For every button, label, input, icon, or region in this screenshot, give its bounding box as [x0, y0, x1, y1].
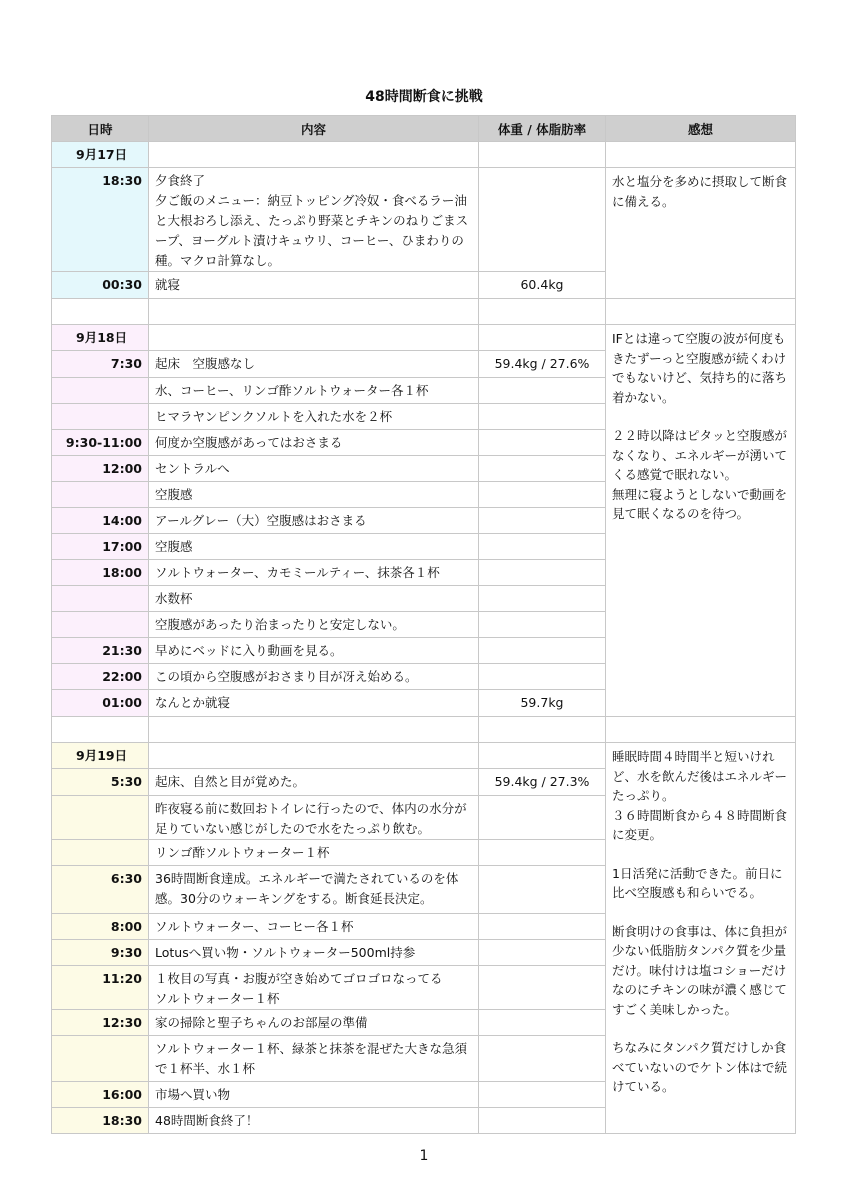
- time-cell: 8:00: [52, 914, 149, 940]
- weight-cell: [479, 142, 606, 168]
- time-cell: 16:00: [52, 1082, 149, 1108]
- weight-value: [479, 835, 605, 839]
- time-cell: [52, 404, 149, 430]
- time-cell: 18:30: [52, 168, 149, 272]
- content-cell: 市場へ買い物: [149, 1082, 479, 1108]
- empty-cell: [479, 717, 606, 743]
- time-cell: 7:30: [52, 351, 149, 378]
- content-cell: なんとか就寝: [149, 690, 479, 717]
- weight-cell: [479, 168, 606, 272]
- content-cell: この頃から空腹感がおさまり目が冴え始める。: [149, 664, 479, 690]
- time-cell: 6:30: [52, 866, 149, 914]
- weight-value: [479, 267, 605, 271]
- weight-value: [479, 1005, 605, 1009]
- content-cell: ソルトウォーター、コーヒー各１杯: [149, 914, 479, 940]
- time-cell: [52, 1036, 149, 1082]
- time-cell: 9:30: [52, 940, 149, 966]
- time-cell: 12:30: [52, 1010, 149, 1036]
- day-date: 9月17日: [52, 142, 149, 168]
- content-cell: 空腹感があったり治まったりと安定しない。: [149, 612, 479, 638]
- note-paragraph: 断食明けの食事は、体に負担が少ない低脂肪タンパク質を少量だけ。味付けは塩コショーだけなのにチキンの味が濃く感じてすごく美味しかった。: [612, 923, 788, 1017]
- weight-cell: [479, 351, 606, 378]
- note-paragraph: 水と塩分を多めに摂取して断食に備える。: [612, 174, 788, 209]
- weight-cell: [479, 796, 606, 840]
- weight-cell: [479, 586, 606, 612]
- weight-cell: [479, 690, 606, 717]
- content-cell: 家の掃除と聖子ちゃんのお部屋の準備: [149, 1010, 479, 1036]
- note-paragraph: 1日活発に活動できた。前日に比べ空腹感も和らいでる。: [612, 865, 783, 900]
- weight-value: [479, 909, 605, 913]
- time-cell: 5:30: [52, 769, 149, 796]
- weight-value: [479, 1077, 605, 1081]
- weight-cell: [479, 638, 606, 664]
- weight-cell: [479, 1108, 606, 1134]
- time-cell: 18:30: [52, 1108, 149, 1134]
- weight-value: [479, 477, 605, 481]
- weight-cell: [479, 840, 606, 866]
- weight-cell: [479, 1082, 606, 1108]
- content-cell: ソルトウォーター１杯、緑茶と抹茶を混ぜた大きな急須で１杯半、水１杯: [149, 1036, 479, 1082]
- weight-value: [479, 961, 605, 965]
- weight-value: [479, 529, 605, 533]
- weight-value: [479, 1031, 605, 1035]
- content-cell: 空腹感: [149, 482, 479, 508]
- content-cell: セントラルへ: [149, 456, 479, 482]
- note-paragraph: ２２時以降はピタッと空腹感がなくなり、エネルギーが湧いてくる感覚で眠れない。 無理に寝ようとしないで動画を見て眠くなるのを待つ。: [612, 428, 788, 521]
- weight-value: 59.4kg / 27.6%: [494, 356, 590, 371]
- weight-value: [479, 1129, 605, 1133]
- time-cell: 18:00: [52, 560, 149, 586]
- weight-cell: [479, 430, 606, 456]
- time-cell: 01:00: [52, 690, 149, 717]
- weight-value: [479, 581, 605, 585]
- weight-value: 60.4kg: [520, 277, 564, 292]
- weight-value: [479, 425, 605, 429]
- header-content: 内容: [149, 116, 479, 142]
- time-cell: 22:00: [52, 664, 149, 690]
- time-cell: [52, 482, 149, 508]
- time-cell: [52, 378, 149, 404]
- weight-cell: [479, 769, 606, 796]
- weight-cell: [479, 866, 606, 914]
- time-cell: [52, 612, 149, 638]
- notes-cell: [606, 325, 796, 717]
- content-cell: 空腹感: [149, 534, 479, 560]
- content-cell: Lotusへ買い物・ソルトウォーター500ml持参: [149, 940, 479, 966]
- content-cell: 昨夜寝る前に数回おトイレに行ったので、体内の水分が足りていない感じがしたので水をたっぷり飲む。: [149, 796, 479, 840]
- empty-cell: [149, 299, 479, 325]
- page-title: 48時間断食に挑戦: [365, 89, 483, 105]
- content-cell: [149, 142, 479, 168]
- notes-cell: [606, 168, 796, 299]
- weight-cell: [479, 664, 606, 690]
- time-cell: 21:30: [52, 638, 149, 664]
- weight-cell: [479, 482, 606, 508]
- time-cell: 14:00: [52, 508, 149, 534]
- header-time: 日時: [52, 116, 149, 142]
- time-cell: 00:30: [52, 272, 149, 299]
- content-cell: １枚目の写真・お腹が空き始めてゴロゴロなってる ソルトウォーター１杯: [149, 966, 479, 1010]
- content-cell: [149, 743, 479, 769]
- empty-cell: [52, 299, 149, 325]
- page-number: 1: [419, 1148, 429, 1164]
- content-cell: 夕食終了 夕ご飯のメニュー：納豆トッピング冷奴・食べるラー油と大根おろし添え、たっぷり野菜とチキンのねりごまスープ、ヨーグルト漬けキュウリ、コーヒー、ひまわりの種。マクロ計算なし。: [149, 168, 479, 272]
- empty-cell: [606, 717, 796, 743]
- empty-cell: [149, 717, 479, 743]
- weight-cell: [479, 914, 606, 940]
- note-paragraph: IFとは違って空腹の波が何度もきたずーっと空腹感が続くわけでもないけど、気持ち的に落ち着かない。: [612, 331, 788, 405]
- weight-cell: [479, 560, 606, 586]
- content-cell: 就寝: [149, 272, 479, 299]
- day-header-row: [52, 325, 796, 351]
- weight-value: [479, 659, 605, 663]
- weight-cell: [479, 534, 606, 560]
- time-cell: [52, 586, 149, 612]
- weight-value: [479, 935, 605, 939]
- fasting-log-table: [51, 115, 796, 1134]
- content-cell: 水数杯: [149, 586, 479, 612]
- weight-value: [479, 503, 605, 507]
- content-cell: 何度か空腹感があってはおさまる: [149, 430, 479, 456]
- header-weight: 体重 / 体脂肪率: [479, 116, 606, 142]
- content-cell: ヒマラヤンピンクソルトを入れた水を２杯: [149, 404, 479, 430]
- weight-value: 59.4kg / 27.3%: [494, 774, 590, 789]
- content-cell: ソルトウォーター、カモミールティー、抹茶各１杯: [149, 560, 479, 586]
- weight-value: [479, 685, 605, 689]
- spacer-row: [52, 299, 796, 325]
- table-row: [52, 168, 796, 272]
- empty-cell: [479, 299, 606, 325]
- time-cell: 17:00: [52, 534, 149, 560]
- spacer-row: [52, 717, 796, 743]
- weight-cell: [479, 404, 606, 430]
- notes-cell: [606, 743, 796, 1134]
- time-cell: [52, 840, 149, 866]
- content-cell: 起床、自然と目が覚めた。: [149, 769, 479, 796]
- note-paragraph: 睡眠時間４時間半と短いけれど、水を飲んだ後はエネルギーたっぷり。 ３６時間断食から４８時間断食に変更。: [612, 749, 788, 842]
- weight-value: [479, 399, 605, 403]
- content-cell: 起床 空腹感なし: [149, 351, 479, 378]
- time-cell: 12:00: [52, 456, 149, 482]
- time-cell: 11:20: [52, 966, 149, 1010]
- weight-cell: [479, 612, 606, 638]
- weight-value: [479, 451, 605, 455]
- content-cell: 36時間断食達成。エネルギーで満たされているのを体感。30分のウォーキングをする。断食延長決定。: [149, 866, 479, 914]
- weight-value: [479, 555, 605, 559]
- day-date: 9月18日: [52, 325, 149, 351]
- weight-cell: [479, 1036, 606, 1082]
- weight-cell: [479, 1010, 606, 1036]
- weight-value: 59.7kg: [520, 695, 564, 710]
- weight-cell: [479, 325, 606, 351]
- notes-cell: [606, 142, 796, 168]
- day-header-row: [52, 142, 796, 168]
- weight-cell: [479, 966, 606, 1010]
- content-cell: アールグレー（大）空腹感はおさまる: [149, 508, 479, 534]
- table-header-row: [52, 116, 796, 142]
- weight-cell: [479, 508, 606, 534]
- empty-cell: [606, 299, 796, 325]
- content-cell: リンゴ酢ソルトウォーター１杯: [149, 840, 479, 866]
- time-cell: 9:30-11:00: [52, 430, 149, 456]
- weight-value: [479, 861, 605, 865]
- weight-cell: [479, 743, 606, 769]
- content-cell: 水、コーヒー、リンゴ酢ソルトウォーター各１杯: [149, 378, 479, 404]
- day-header-row: [52, 743, 796, 769]
- header-notes: 感想: [606, 116, 796, 142]
- weight-cell: [479, 456, 606, 482]
- weight-value: [479, 633, 605, 637]
- weight-value: [479, 1103, 605, 1107]
- weight-cell: [479, 272, 606, 299]
- weight-value: [479, 607, 605, 611]
- time-cell: [52, 796, 149, 840]
- weight-cell: [479, 378, 606, 404]
- empty-cell: [52, 717, 149, 743]
- content-cell: [149, 325, 479, 351]
- day-date: 9月19日: [52, 743, 149, 769]
- content-cell: 48時間断食終了！: [149, 1108, 479, 1134]
- content-cell: 早めにベッドに入り動画を見る。: [149, 638, 479, 664]
- note-paragraph: ちなみにタンパク質だけしか食べていないのでケトン体はで続けている。: [612, 1040, 788, 1094]
- weight-cell: [479, 940, 606, 966]
